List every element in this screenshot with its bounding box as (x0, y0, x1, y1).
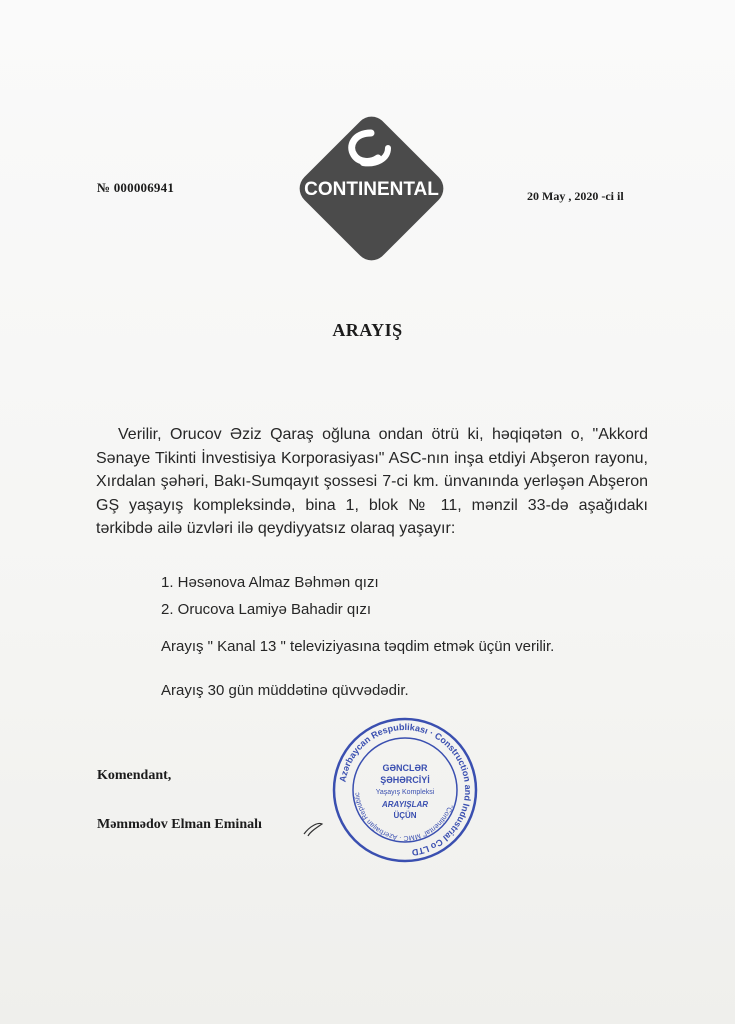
logo-graphic (284, 103, 459, 273)
list-item: 2. Orucova Lamiyə Bahadir qızı (161, 601, 372, 618)
logo-text: CONTINENTAL (304, 179, 439, 200)
document-title: ARAYIŞ (332, 320, 403, 340)
signer-role: Komendant, (97, 768, 172, 783)
continental-logo (284, 103, 459, 273)
official-stamp (330, 715, 480, 865)
stamp-line-4: ARAYIŞLAR (381, 800, 429, 809)
stamp-line-3: Yaşayış Kompleksi (375, 789, 435, 796)
list-item: 1. Həsənova Almaz Bəhmən qızı (161, 574, 379, 591)
stamp-outer-text: Azərbaycan Respublikası · Construction and Industrial Co LTD (337, 721, 474, 858)
document-date: 20 May , 2020 -ci il (527, 189, 624, 203)
signer-name: Məmmədov Elman Eminalı (97, 817, 262, 832)
stamp-graphic (330, 715, 480, 865)
purpose-line: Arayış " Kanal 13 " televiziyasına təqdim etmək üçün verilir. (161, 638, 555, 655)
validity-line: Arayış 30 gün müddətinə qüvvədədir. (161, 682, 409, 699)
body-paragraph: Verilir, Orucov Əziz Qaraş oğluna ondan ötrü ki, həqiqətən o, "Akkord Sənaye Tikinti İnvestisiya Korporasiyası" ASC-nın inşa etdiyi Abşeron rayonu, Xırdalan şəhəri, Bakı-Sumqayıt şossesi 7-ci km. ünvanında yerləşən Abşeron GŞ yaşayış kompleksində, bina 1, blok № 11, mənzil 33-də aşağıdakı tərkibdə ailə üzvləri ilə qeydiyyatsız olaraq yaşayır: (96, 426, 648, 537)
stamp-line-1: GƏNCLƏR (382, 763, 428, 773)
stamp-line-5: ÜÇÜN (393, 811, 417, 820)
stamp-inner-text: "Continental" MMC · Azerbaijan Republic (354, 792, 454, 842)
family-members-list (161, 569, 379, 623)
stamp-line-2: ŞƏHƏRCİYİ (380, 775, 430, 785)
document-number: № 000006941 (97, 180, 175, 195)
